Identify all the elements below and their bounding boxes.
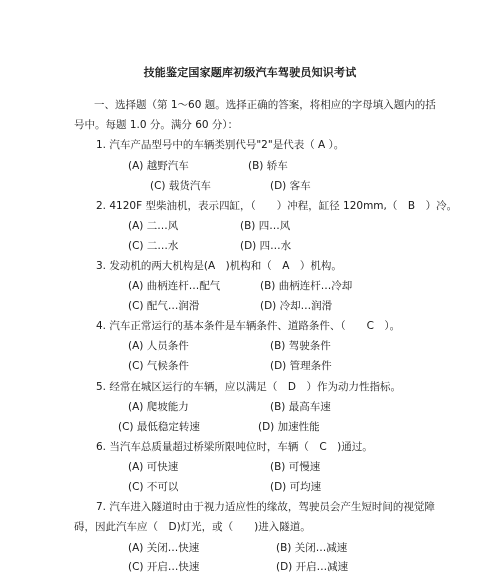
question-7-option-d: (D) 开启…减速 [276,561,349,573]
question-5-option-c: (C) 最低稳定转速 [118,421,200,433]
question-3-option-d: (D) 冷却…润滑 [260,300,333,312]
question-2-text: 2. 4120F 型柴油机，表示四缸，（ ）冲程，缸径 120mm,（ B ）冷。 [96,200,458,212]
question-2-option-a: (A) 二…风 [128,220,179,232]
section-heading-line2: 号中。每题 1.0 分。满分 60 分）： [74,119,239,131]
question-4-option-d: (D) 管理条件 [270,360,332,372]
question-7-text-line1: 7. 汽车进入隧道时由于视力适应性的缘故，驾驶员会产生短时间的视觉障 [96,501,435,513]
question-6-option-b: (B) 可慢速 [270,461,321,473]
question-4-option-c: (C) 气候条件 [128,360,189,372]
question-3-option-c: (C) 配气…润滑 [128,300,200,312]
question-5-option-a: (A) 爬坡能力 [128,401,189,413]
question-6-option-d: (D) 可均速 [270,481,322,493]
question-2-option-d: (D) 四…水 [240,240,292,252]
question-3-text: 3. 发动机的两大机构是(A )机构和（ A ）机构。 [96,260,342,272]
question-1-text: 1. 汽车产品型号中的车辆类别代号"2"是代表（ A ）。 [96,139,345,151]
question-6-text: 6. 当汽车总质量超过桥梁所限吨位时，车辆（ C )通过。 [96,441,373,453]
question-7-option-a: (A) 关闭…快速 [128,542,200,554]
question-4-text: 4. 汽车正常运行的基本条件是车辆条件、道路条件、（ C ）。 [96,320,401,332]
question-7-option-b: (B) 关闭…减速 [276,542,348,554]
question-4-option-b: (B) 驾驶条件 [270,340,331,352]
question-5-option-d: (D) 加速性能 [258,421,320,433]
question-1-option-c: (C) 载货汽车 [150,180,211,192]
question-4-option-a: (A) 人员条件 [128,340,189,352]
question-3-option-a: (A) 曲柄连杆…配气 [128,280,221,292]
document-title: 技能鉴定国家题库初级汽车驾驶员知识考试 [143,66,357,79]
section-heading-line1: 一、选择题（第 1～60 题。选择正确的答案，将相应的字母填入题内的括 [94,99,436,111]
question-7-option-c: (C) 开启…快速 [128,561,200,573]
question-7-text-line2: 碍，因此汽车应（ D)灯光，或（ )进入隧道。 [74,521,311,533]
question-5-option-b: (B) 最高车速 [270,401,331,413]
question-2-option-c: (C) 二…水 [128,240,179,252]
question-2-option-b: (B) 四…风 [240,220,291,232]
question-3-option-b: (B) 曲柄连杆…冷却 [260,280,353,292]
question-1-option-d: (D) 客车 [270,180,311,192]
question-5-text: 5. 经常在城区运行的车辆，应以满足（ D ）作为动力性指标。 [96,381,401,393]
question-6-option-a: (A) 可快速 [128,461,179,473]
question-1-option-a: (A) 越野汽车 [128,160,189,172]
question-1-option-b: (B) 轿车 [248,160,288,172]
question-6-option-c: (C) 不可以 [128,481,179,493]
